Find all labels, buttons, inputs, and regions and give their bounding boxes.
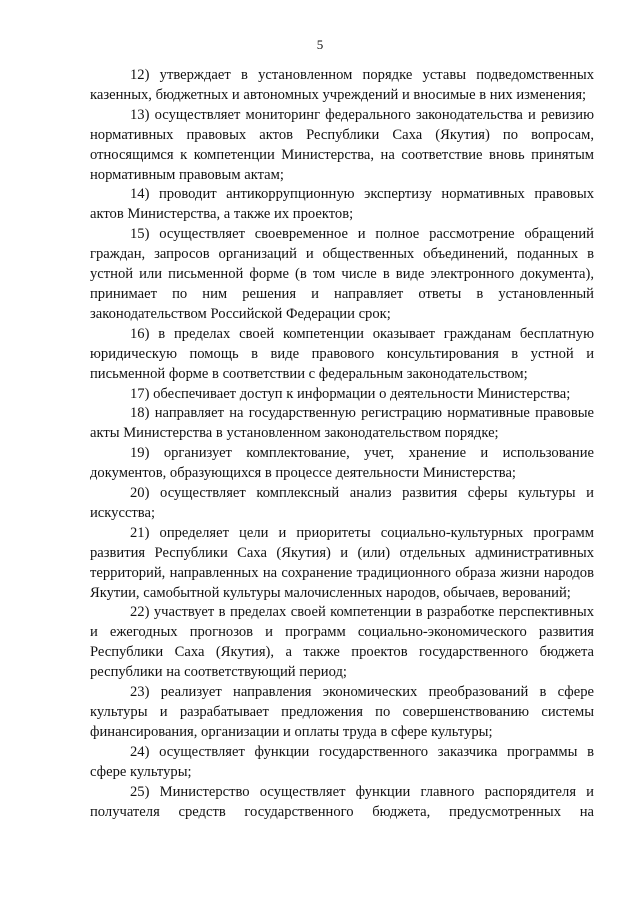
- paragraph-12: 12) утверждает в установленном порядке уставы подведомственных казенных, бюджетных и автономных учреждений и вносимые в них изменения;: [90, 67, 594, 103]
- paragraph-16: 16) в пределах своей компетенции оказывает гражданам бесплатную юридическую помощь в виде правового консультирования в устной и письменной форме в соответствии с федеральным законодательством;: [90, 325, 594, 382]
- paragraph-19: 19) организует комплектование, учет, хранение и использование документов, образующихся в процессе деятельности Министерства;: [90, 445, 594, 482]
- paragraph-17: 17) обеспечивает доступ к информации о деятельности Министерства;: [130, 385, 571, 402]
- paragraph-18: 18) направляет на государственную регистрацию нормативные правовые акты Министерства в установленном законодательством порядке;: [90, 405, 594, 442]
- paragraph-15: 15) осуществляет своевременное и полное рассмотрение обращений граждан, запросов организаций и общественных объединений, поданных в устной или письменной форме (в том числе в виде электронного документа), принимает по ним решения и направляет ответы в установленный законодательством Российской Федерации срок;: [90, 226, 594, 322]
- paragraph-14: 14) проводит антикоррупционную экспертизу нормативных правовых актов Министерства, а также их проектов;: [90, 186, 594, 223]
- paragraph-25: 25) Министерство осуществляет функции главного распорядителя и получателя средств государственного бюджета, предусмотренных на: [90, 783, 594, 820]
- page-number: 5: [316, 37, 324, 52]
- paragraph-23: 23) реализует направления экономических преобразований в сфере культуры и разрабатывает предложения по совершенствованию системы финансирования, организации и оплаты труда в сфере культуры;: [90, 684, 594, 740]
- paragraph-21: 21) определяет цели и приоритеты социально-культурных программ развития Республики Саха (Якутия) и (или) отдельных административных территорий, направленных на сохранение традиционного образа жизни народов Якутии, самобытной культуры малочисленных народов, обычаев, верований;: [90, 524, 594, 601]
- paragraph-24: 24) осуществляет функции государственного заказчика программы в сфере культуры;: [90, 743, 594, 780]
- paragraph-20: 20) осуществляет комплексный анализ развития сферы культуры и искусства;: [90, 485, 594, 521]
- document-body: [90, 66, 594, 822]
- paragraph-22: 22) участвует в пределах своей компетенции в разработке перспективных и ежегодных прогнозов и программ социально-экономического развития Республики Саха (Якутия), а также проектов государственного бюджета республики на соответствующий период;: [90, 604, 594, 681]
- paragraph-13: 13) осуществляет мониторинг федерального законодательства и ревизию нормативных правовых актов Республики Саха (Якутия) по вопросам, относящимся к компетенции Министерства, на соответствие вновь принятым нормативным правовым актам;: [90, 106, 594, 183]
